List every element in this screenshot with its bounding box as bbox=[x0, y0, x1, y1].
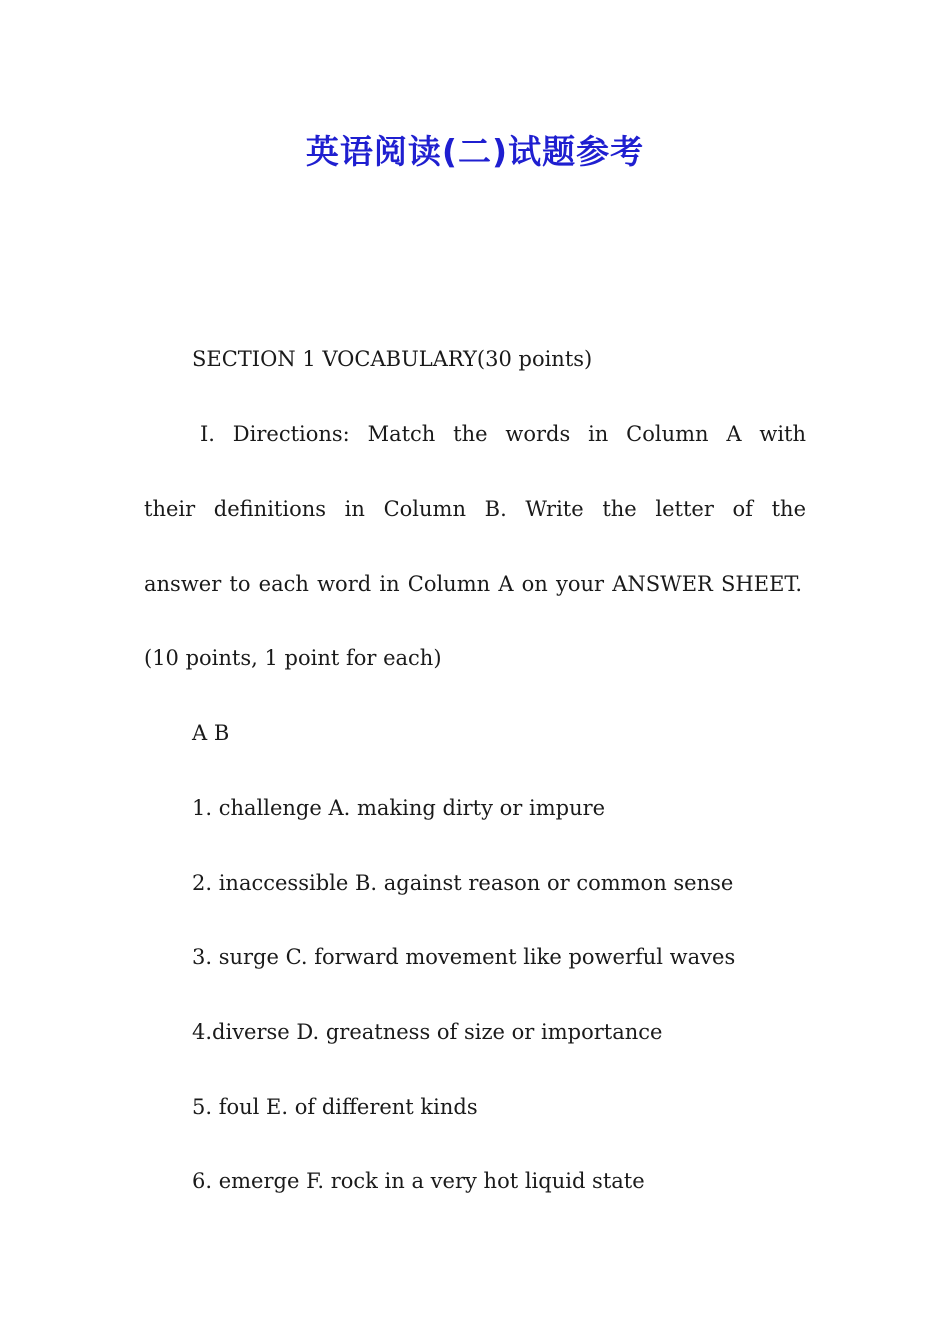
columns-header: A B bbox=[192, 721, 230, 745]
section-heading: SECTION 1 VOCABULARY(30 points) bbox=[192, 347, 593, 371]
vocab-item: 2. inaccessible B. against reason or common sense bbox=[192, 871, 734, 895]
directions-line-4: (10 points, 1 point for each) bbox=[144, 646, 442, 670]
vocab-item: 6. emerge F. rock in a very hot liquid state bbox=[192, 1169, 645, 1193]
directions-line-3: answer to each word in Column A on your ANSWER SHEET. bbox=[144, 572, 802, 596]
vocab-item: 4.diverse D. greatness of size or importance bbox=[192, 1020, 663, 1044]
directions-line-1: I. Directions: Match the words in Column A with bbox=[200, 422, 806, 446]
document-title: 英语阅读(二)试题参考 bbox=[305, 132, 645, 171]
vocab-item: 5. foul E. of different kinds bbox=[192, 1095, 478, 1119]
vocab-item: 3. surge C. forward movement like powerful waves bbox=[192, 945, 736, 969]
directions-line-2: their definitions in Column B. Write the letter of the bbox=[144, 497, 806, 521]
vocab-item: 1. challenge A. making dirty or impure bbox=[192, 796, 606, 820]
